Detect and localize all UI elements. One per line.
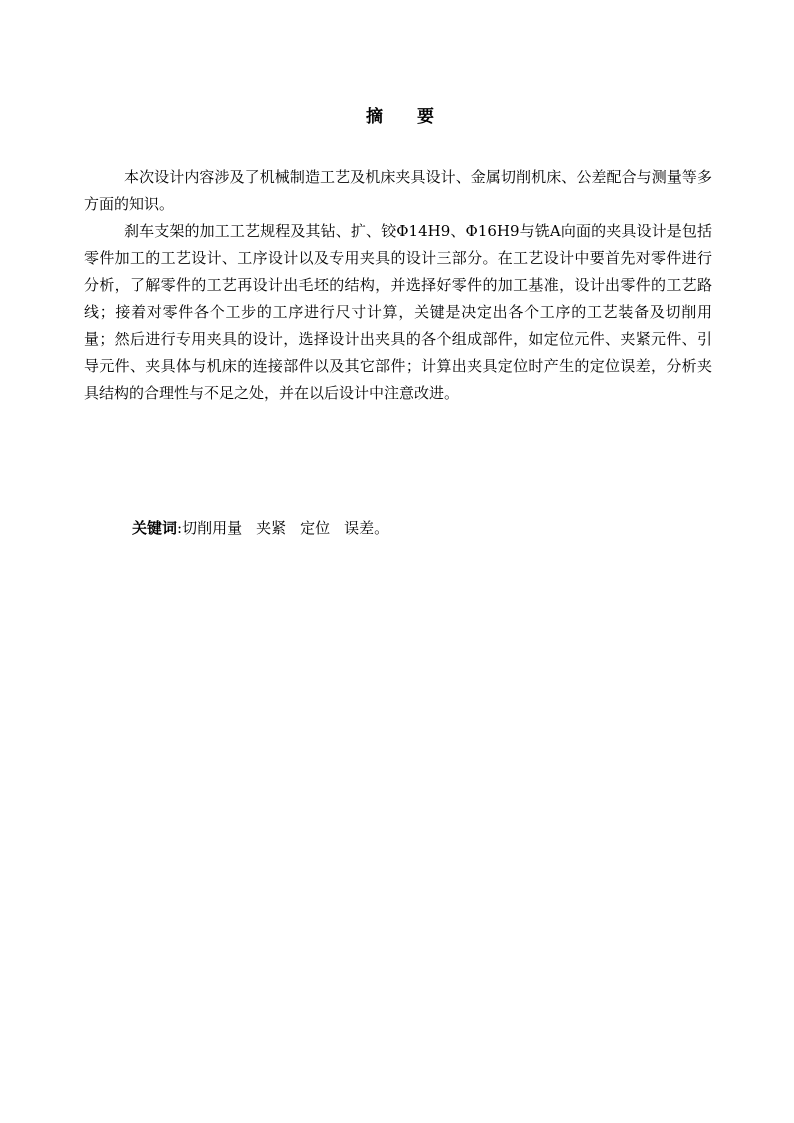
- abstract-title: 摘 要: [366, 107, 448, 127]
- keywords-line: [132, 515, 712, 542]
- keyword-item: 夹紧: [256, 519, 287, 537]
- keyword-item: 定位: [300, 519, 331, 537]
- abstract-paragraph-1: 本次设计内容涉及了机械制造工艺及机床夹具设计、金属切削机床、公差配合与测量等多方面的知识。: [84, 168, 712, 213]
- keywords-label: 关键词: [132, 519, 178, 537]
- abstract-paragraph-2: 刹车支架的加工工艺规程及其钻、扩、铰Φ14H9、Φ16H9与铣A向面的夹具设计是包括零件加工的工艺设计、工序设计以及专用夹具的设计三部分。在工艺设计中要首先对零件进行分析，了解零件的工艺再设计出毛坯的结构，并选择好零件的加工基准，设计出零件的工艺路线；接着对零件各个工步的工序进行尺寸计算，关键是决定出各个工序的工艺装备及切削用量；然后进行专用夹具的设计，选择设计出夹具的各个组成部件，如定位元件、夹紧元件、引导元件、夹具体与机床的连接部件以及其它部件；计算出夹具定位时产生的定位误差，分析夹具结构的合理性与不足之处，并在以后设计中注意改进。: [84, 222, 712, 402]
- keyword-item: 切削用量: [182, 519, 243, 537]
- keywords-separator: :: [177, 519, 183, 537]
- keyword-item: 误差。: [344, 519, 390, 537]
- abstract-body: [84, 164, 712, 407]
